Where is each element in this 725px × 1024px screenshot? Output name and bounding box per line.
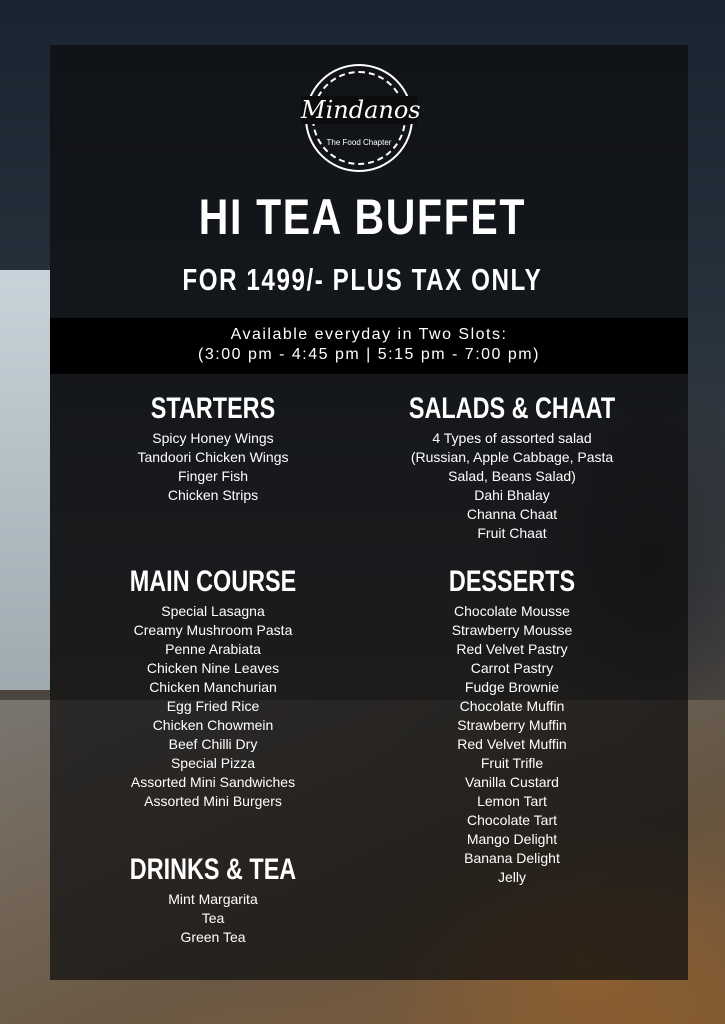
menu-item: Assorted Mini Burgers bbox=[144, 793, 282, 809]
menu-item: Green Tea bbox=[180, 929, 246, 945]
section-starters bbox=[63, 392, 363, 505]
menu-item: Special Lasagna bbox=[161, 603, 265, 619]
price-subtitle: FOR 1499/- PLUS TAX ONLY bbox=[182, 262, 543, 297]
menu-item: Strawberry Muffin bbox=[457, 717, 567, 733]
menu-item: Assorted Mini Sandwiches bbox=[130, 774, 296, 790]
menu-item: Mint Margarita bbox=[168, 891, 258, 907]
section-heading: STARTERS bbox=[150, 392, 276, 425]
section-heading: DRINKS & TEA bbox=[129, 853, 297, 886]
menu-item: Mango Delight bbox=[466, 831, 558, 847]
menu-item: Fruit Chaat bbox=[477, 525, 547, 541]
menu-item: Jelly bbox=[497, 869, 526, 885]
menu-item: Creamy Mushroom Pasta bbox=[133, 622, 293, 638]
section-heading: MAIN COURSE bbox=[129, 565, 297, 598]
menu-item: Chocolate Tart bbox=[466, 812, 557, 828]
brand-logo bbox=[301, 64, 421, 172]
menu-item: Vanilla Custard bbox=[465, 774, 559, 790]
menu-item: Chicken Manchurian bbox=[149, 679, 277, 695]
menu-item: Tandoori Chicken Wings bbox=[137, 449, 289, 465]
menu-item: Spicy Honey Wings bbox=[152, 430, 274, 446]
section-drinks bbox=[63, 853, 363, 947]
section-heading: DESSERTS bbox=[448, 565, 576, 598]
logo-tagline: The Food Chapter bbox=[326, 138, 392, 147]
menu-item: Banana Delight bbox=[464, 850, 560, 866]
availability-band bbox=[50, 318, 688, 374]
section-desserts bbox=[362, 565, 662, 887]
menu-item: Chicken Strips bbox=[167, 487, 259, 503]
menu-item: Egg Fried Rice bbox=[166, 698, 260, 714]
background-window bbox=[0, 270, 50, 690]
menu-item: Chocolate Mousse bbox=[454, 603, 570, 619]
menu-item: Lemon Tart bbox=[477, 793, 547, 809]
section-heading: SALADS & CHAAT bbox=[408, 392, 616, 425]
page-title: HI TEA BUFFET bbox=[198, 189, 527, 245]
menu-item: Finger Fish bbox=[177, 468, 249, 484]
availability-line1: Available everyday in Two Slots: bbox=[230, 326, 508, 343]
menu-item: Red Velvet Pastry bbox=[456, 641, 568, 657]
menu-item: (Russian, Apple Cabbage, Pasta bbox=[410, 449, 614, 465]
menu-item: Chicken Chowmein bbox=[152, 717, 274, 733]
menu-item: Penne Arabiata bbox=[165, 641, 261, 657]
menu-item: Strawberry Mousse bbox=[451, 622, 573, 638]
menu-item: Tea bbox=[201, 910, 225, 926]
menu-item: Beef Chilli Dry bbox=[168, 736, 258, 752]
menu-item: 4 Types of assorted salad bbox=[432, 430, 592, 446]
menu-item: Dahi Bhalay bbox=[474, 487, 550, 503]
menu-item: Chocolate Muffin bbox=[459, 698, 565, 714]
menu-item: Chicken Nine Leaves bbox=[146, 660, 280, 676]
menu-item: Special Pizza bbox=[170, 755, 256, 771]
logo-name: Mindanos bbox=[301, 96, 421, 124]
menu-item: Red Velvet Muffin bbox=[457, 736, 567, 752]
menu-item: Carrot Pastry bbox=[470, 660, 554, 676]
menu-item: Channa Chaat bbox=[466, 506, 558, 522]
menu-item: Salad, Beans Salad) bbox=[448, 468, 576, 484]
menu-item: Fruit Trifle bbox=[480, 755, 544, 771]
section-salads bbox=[362, 392, 662, 543]
availability-line2: (3:00 pm - 4:45 pm | 5:15 pm - 7:00 pm) bbox=[198, 346, 540, 363]
section-main-course bbox=[63, 565, 363, 811]
menu-item: Fudge Brownie bbox=[464, 679, 560, 695]
